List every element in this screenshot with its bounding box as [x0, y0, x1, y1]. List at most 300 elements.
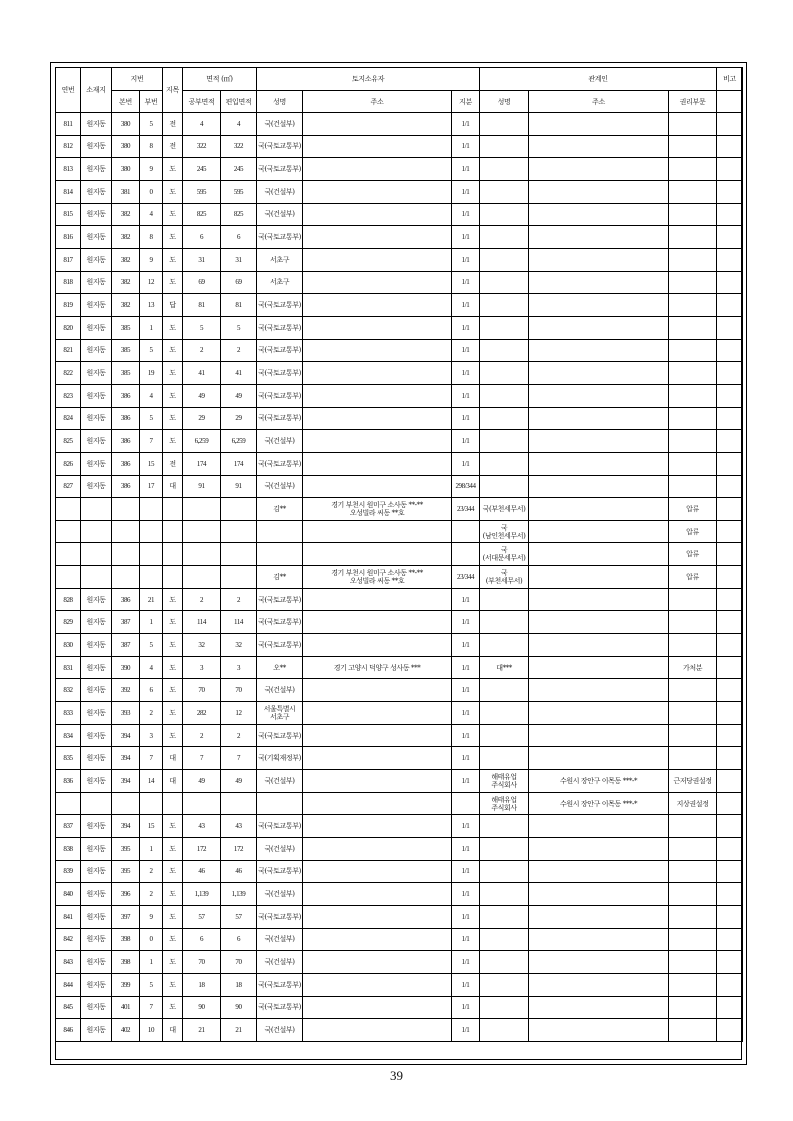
lot-main-cell: [112, 498, 140, 521]
serial-cell: 825: [56, 430, 81, 453]
owner-address-cell: [303, 792, 452, 815]
owner-share-cell: 1/1: [452, 113, 480, 136]
owner-name-cell: 국(국토교통부): [257, 407, 303, 430]
registered-area-cell: 3: [183, 656, 221, 679]
related-address-cell: [529, 407, 669, 430]
owner-address-cell: [303, 520, 452, 543]
table-row: [56, 384, 743, 407]
lot-main-cell: 392: [112, 679, 140, 702]
owner-name-cell: 국(국토교통부): [257, 996, 303, 1019]
category-cell: 도: [163, 656, 183, 679]
related-address-cell: [529, 928, 669, 951]
owner-name-cell: 국(건설부): [257, 770, 303, 793]
serial-cell: 846: [56, 1019, 81, 1042]
remarks-cell: [717, 996, 743, 1019]
related-right-cell: [669, 973, 717, 996]
remarks-cell: [717, 520, 743, 543]
lot-main-cell: 394: [112, 770, 140, 793]
owner-name-cell: 국(국토교통부): [257, 905, 303, 928]
owner-share-cell: 1/1: [452, 248, 480, 271]
owner-name-cell: 국(국토교통부): [257, 339, 303, 362]
lot-main-cell: 382: [112, 271, 140, 294]
lot-sub-cell: 1: [140, 611, 163, 634]
related-address-cell: [529, 226, 669, 249]
incorporated-area-cell: [221, 543, 257, 566]
registered-area-cell: 595: [183, 180, 221, 203]
table-row: [56, 203, 743, 226]
owner-name-cell: 국(국토교통부): [257, 724, 303, 747]
lot-sub-cell: 1: [140, 316, 163, 339]
location-cell: 원지동: [81, 248, 112, 271]
lot-main-cell: 387: [112, 634, 140, 657]
location-cell: 원지동: [81, 113, 112, 136]
related-right-cell: [669, 883, 717, 906]
related-right-cell: [669, 679, 717, 702]
related-name-cell: [480, 339, 529, 362]
location-cell: 원지동: [81, 905, 112, 928]
owner-share-cell: 1/1: [452, 883, 480, 906]
owner-name-cell: 국(국토교통부): [257, 452, 303, 475]
related-right-cell: 근저당권설정: [669, 770, 717, 793]
related-name-cell: [480, 226, 529, 249]
category-cell: 도: [163, 430, 183, 453]
related-address-cell: [529, 634, 669, 657]
category-cell: 도: [163, 724, 183, 747]
lot-sub-cell: 5: [140, 634, 163, 657]
related-right-cell: [669, 724, 717, 747]
category-cell: 도: [163, 679, 183, 702]
lot-sub-cell: 13: [140, 294, 163, 317]
owner-name-cell: 국(국토교통부): [257, 135, 303, 158]
location-cell: 원지동: [81, 973, 112, 996]
table-row: [56, 339, 743, 362]
serial-cell: 842: [56, 928, 81, 951]
owner-name-cell: 국(국토교통부): [257, 634, 303, 657]
table-row: [56, 928, 743, 951]
serial-cell: 829: [56, 611, 81, 634]
lot-main-cell: [112, 566, 140, 589]
table-row: [56, 860, 743, 883]
serial-cell: 834: [56, 724, 81, 747]
owner-share-cell: 1/1: [452, 362, 480, 385]
related-address-cell: [529, 543, 669, 566]
related-name-cell: [480, 452, 529, 475]
lot-sub-cell: 1: [140, 838, 163, 861]
lot-main-cell: 386: [112, 384, 140, 407]
location-cell: 원지동: [81, 928, 112, 951]
registered-area-cell: 322: [183, 135, 221, 158]
header-area-incorporated: 편입면적: [221, 91, 257, 113]
related-right-cell: [669, 905, 717, 928]
related-name-cell: [480, 316, 529, 339]
related-name-cell: [480, 1019, 529, 1042]
serial-cell: 833: [56, 702, 81, 725]
lot-sub-cell: 9: [140, 905, 163, 928]
incorporated-area-cell: 49: [221, 770, 257, 793]
registered-area-cell: 41: [183, 362, 221, 385]
owner-address-cell: [303, 339, 452, 362]
header-related-address: 주소: [529, 91, 669, 113]
lot-main-cell: 382: [112, 226, 140, 249]
page-number: 39: [390, 1068, 403, 1083]
owner-share-cell: 1/1: [452, 702, 480, 725]
owner-address-cell: [303, 883, 452, 906]
registered-area-cell: [183, 498, 221, 521]
header-lot-sub: 부번: [140, 91, 163, 113]
incorporated-area-cell: 2: [221, 588, 257, 611]
category-cell: 도: [163, 588, 183, 611]
location-cell: [81, 792, 112, 815]
remarks-cell: [717, 203, 743, 226]
owner-name-cell: 국(건설부): [257, 928, 303, 951]
related-address-cell: [529, 294, 669, 317]
owner-share-cell: 1/1: [452, 271, 480, 294]
category-cell: [163, 792, 183, 815]
lot-main-cell: 395: [112, 860, 140, 883]
registered-area-cell: 46: [183, 860, 221, 883]
lot-main-cell: 385: [112, 362, 140, 385]
header-owner-share: 지분: [452, 91, 480, 113]
owner-share-cell: 1/1: [452, 452, 480, 475]
registered-area-cell: [183, 566, 221, 589]
owner-share-cell: 1/1: [452, 951, 480, 974]
registered-area-cell: 32: [183, 634, 221, 657]
related-right-cell: [669, 180, 717, 203]
table-row: [56, 1019, 743, 1042]
table-row: [56, 951, 743, 974]
incorporated-area-cell: 29: [221, 407, 257, 430]
remarks-cell: [717, 815, 743, 838]
related-address-cell: [529, 113, 669, 136]
location-cell: 원지동: [81, 452, 112, 475]
related-address-cell: 수원시 장안구 이목동 ***-*: [529, 770, 669, 793]
owner-name-cell: 국(건설부): [257, 113, 303, 136]
serial-cell: 828: [56, 588, 81, 611]
related-right-cell: [669, 384, 717, 407]
related-right-cell: [669, 838, 717, 861]
location-cell: 원지동: [81, 430, 112, 453]
lot-main-cell: 402: [112, 1019, 140, 1042]
serial-cell: 819: [56, 294, 81, 317]
registered-area-cell: 174: [183, 452, 221, 475]
lot-sub-cell: 7: [140, 996, 163, 1019]
related-right-cell: [669, 316, 717, 339]
serial-cell: 837: [56, 815, 81, 838]
related-address-cell: [529, 566, 669, 589]
related-right-cell: [669, 339, 717, 362]
owner-name-cell: 국(국토교통부): [257, 860, 303, 883]
related-right-cell: [669, 611, 717, 634]
related-right-cell: 가처분: [669, 656, 717, 679]
serial-cell: 841: [56, 905, 81, 928]
owner-name-cell: [257, 792, 303, 815]
location-cell: 원지동: [81, 294, 112, 317]
owner-name-cell: 국(기획재정부): [257, 747, 303, 770]
category-cell: [163, 498, 183, 521]
header-row-sub: [56, 91, 743, 113]
serial-cell: 832: [56, 679, 81, 702]
lot-main-cell: 385: [112, 316, 140, 339]
lot-main-cell: 386: [112, 475, 140, 498]
location-cell: 원지동: [81, 860, 112, 883]
registered-area-cell: 282: [183, 702, 221, 725]
category-cell: 대: [163, 747, 183, 770]
table-row: [56, 430, 743, 453]
lot-sub-cell: 5: [140, 339, 163, 362]
category-cell: 답: [163, 294, 183, 317]
serial-cell: [56, 566, 81, 589]
table-row: [56, 407, 743, 430]
registered-area-cell: 114: [183, 611, 221, 634]
location-cell: 원지동: [81, 634, 112, 657]
owner-address-cell: [303, 135, 452, 158]
owner-address-cell: [303, 838, 452, 861]
registered-area-cell: 90: [183, 996, 221, 1019]
owner-address-cell: [303, 860, 452, 883]
related-right-cell: [669, 407, 717, 430]
registered-area-cell: 57: [183, 905, 221, 928]
owner-name-cell: 국(건설부): [257, 203, 303, 226]
registered-area-cell: 18: [183, 973, 221, 996]
related-name-cell: [480, 883, 529, 906]
registered-area-cell: 6,259: [183, 430, 221, 453]
incorporated-area-cell: 90: [221, 996, 257, 1019]
category-cell: 도: [163, 407, 183, 430]
location-cell: 원지동: [81, 656, 112, 679]
category-cell: [163, 520, 183, 543]
owner-name-cell: [257, 543, 303, 566]
remarks-cell: [717, 679, 743, 702]
serial-cell: 830: [56, 634, 81, 657]
incorporated-area-cell: 69: [221, 271, 257, 294]
remarks-cell: [717, 860, 743, 883]
lot-sub-cell: 4: [140, 656, 163, 679]
location-cell: 원지동: [81, 316, 112, 339]
incorporated-area-cell: 70: [221, 951, 257, 974]
location-cell: 원지동: [81, 724, 112, 747]
remarks-cell: [717, 158, 743, 181]
table-row: [56, 294, 743, 317]
related-right-cell: [669, 928, 717, 951]
incorporated-area-cell: [221, 792, 257, 815]
owner-name-cell: 국(국토교통부): [257, 384, 303, 407]
owner-share-cell: [452, 520, 480, 543]
owner-address-cell: [303, 634, 452, 657]
lot-sub-cell: 4: [140, 384, 163, 407]
location-cell: 원지동: [81, 475, 112, 498]
category-cell: 도: [163, 158, 183, 181]
incorporated-area-cell: [221, 520, 257, 543]
incorporated-area-cell: 2: [221, 339, 257, 362]
location-cell: 원지동: [81, 996, 112, 1019]
incorporated-area-cell: 114: [221, 611, 257, 634]
related-name-cell: [480, 860, 529, 883]
related-name-cell: 국(부천세무서): [480, 498, 529, 521]
category-cell: 도: [163, 815, 183, 838]
registered-area-cell: 43: [183, 815, 221, 838]
owner-name-cell: 국(국토교통부): [257, 316, 303, 339]
serial-cell: [56, 543, 81, 566]
remarks-cell: [717, 951, 743, 974]
location-cell: 원지동: [81, 1019, 112, 1042]
category-cell: [163, 566, 183, 589]
remarks-cell: [717, 248, 743, 271]
table-row: [56, 611, 743, 634]
owner-address-cell: [303, 679, 452, 702]
incorporated-area-cell: 31: [221, 248, 257, 271]
owner-share-cell: 1/1: [452, 634, 480, 657]
category-cell: 도: [163, 226, 183, 249]
remarks-cell: [717, 543, 743, 566]
serial-cell: 816: [56, 226, 81, 249]
related-name-cell: [480, 158, 529, 181]
registered-area-cell: 1,139: [183, 883, 221, 906]
owner-share-cell: 1/1: [452, 158, 480, 181]
table-row: [56, 973, 743, 996]
lot-main-cell: 398: [112, 928, 140, 951]
location-cell: [81, 543, 112, 566]
registered-area-cell: 70: [183, 679, 221, 702]
related-address-cell: [529, 158, 669, 181]
related-address-cell: [529, 520, 669, 543]
owner-address-cell: [303, 316, 452, 339]
registered-area-cell: 69: [183, 271, 221, 294]
remarks-cell: [717, 656, 743, 679]
category-cell: 도: [163, 203, 183, 226]
remarks-cell: [717, 566, 743, 589]
remarks-cell: [717, 316, 743, 339]
table-row: [56, 634, 743, 657]
related-right-cell: [669, 951, 717, 974]
table-row-continuation: [56, 566, 743, 589]
table-row-continuation: [56, 498, 743, 521]
related-address-cell: [529, 430, 669, 453]
related-address-cell: [529, 498, 669, 521]
owner-name-cell: 국(건설부): [257, 951, 303, 974]
location-cell: 원지동: [81, 362, 112, 385]
lot-sub-cell: [140, 566, 163, 589]
owner-name-cell: [257, 520, 303, 543]
lot-sub-cell: 5: [140, 407, 163, 430]
header-serial: 연번: [56, 68, 81, 113]
related-right-cell: [669, 248, 717, 271]
related-address-cell: [529, 384, 669, 407]
related-address-cell: [529, 702, 669, 725]
lot-main-cell: 380: [112, 113, 140, 136]
table-row: [56, 702, 743, 725]
incorporated-area-cell: 46: [221, 860, 257, 883]
category-cell: 도: [163, 339, 183, 362]
category-cell: 도: [163, 248, 183, 271]
related-address-cell: [529, 475, 669, 498]
related-address-cell: [529, 860, 669, 883]
related-name-cell: 국 (부천세무서): [480, 566, 529, 589]
lot-main-cell: 387: [112, 611, 140, 634]
table-row-continuation: [56, 792, 743, 815]
incorporated-area-cell: 825: [221, 203, 257, 226]
remarks-cell: [717, 113, 743, 136]
incorporated-area-cell: 49: [221, 384, 257, 407]
remarks-cell: [717, 634, 743, 657]
registered-area-cell: 70: [183, 951, 221, 974]
incorporated-area-cell: 3: [221, 656, 257, 679]
incorporated-area-cell: 4: [221, 113, 257, 136]
header-remarks: 비고: [717, 68, 743, 91]
header-remarks-sub-empty: [717, 91, 743, 113]
related-right-cell: [669, 860, 717, 883]
related-right-cell: [669, 588, 717, 611]
owner-address-cell: [303, 588, 452, 611]
serial-cell: 814: [56, 180, 81, 203]
owner-address-cell: [303, 271, 452, 294]
header-location: 소재지: [81, 68, 112, 113]
owner-name-cell: 국(국토교통부): [257, 294, 303, 317]
location-cell: 원지동: [81, 203, 112, 226]
registered-area-cell: 2: [183, 339, 221, 362]
serial-cell: 824: [56, 407, 81, 430]
lot-main-cell: 386: [112, 407, 140, 430]
remarks-cell: [717, 883, 743, 906]
related-name-cell: [480, 475, 529, 498]
remarks-cell: [717, 384, 743, 407]
owner-share-cell: 23/344: [452, 566, 480, 589]
owner-name-cell: 국(국토교통부): [257, 158, 303, 181]
serial-cell: 822: [56, 362, 81, 385]
owner-address-cell: [303, 543, 452, 566]
owner-name-cell: 국(건설부): [257, 475, 303, 498]
related-address-cell: [529, 339, 669, 362]
owner-share-cell: 1/1: [452, 316, 480, 339]
lot-sub-cell: 19: [140, 362, 163, 385]
lot-main-cell: 386: [112, 452, 140, 475]
owner-name-cell: 국(국토교통부): [257, 226, 303, 249]
incorporated-area-cell: 6: [221, 928, 257, 951]
location-cell: 원지동: [81, 271, 112, 294]
owner-address-cell: [303, 158, 452, 181]
serial-cell: 821: [56, 339, 81, 362]
incorporated-area-cell: 21: [221, 1019, 257, 1042]
related-name-cell: [480, 747, 529, 770]
table-row: [56, 475, 743, 498]
related-name-cell: [480, 135, 529, 158]
header-area-registered: 공부면적: [183, 91, 221, 113]
incorporated-area-cell: 43: [221, 815, 257, 838]
category-cell: 도: [163, 905, 183, 928]
registered-area-cell: 2: [183, 588, 221, 611]
registered-area-cell: 21: [183, 1019, 221, 1042]
related-right-cell: [669, 1019, 717, 1042]
category-cell: 도: [163, 702, 183, 725]
owner-share-cell: 1/1: [452, 928, 480, 951]
remarks-cell: [717, 792, 743, 815]
serial-cell: [56, 498, 81, 521]
category-cell: 도: [163, 973, 183, 996]
owner-name-cell: 서울특별시 서초구: [257, 702, 303, 725]
related-name-cell: 해태유업 주식회사: [480, 770, 529, 793]
category-cell: 전: [163, 452, 183, 475]
related-right-cell: [669, 452, 717, 475]
registered-area-cell: 49: [183, 384, 221, 407]
owner-share-cell: 1/1: [452, 294, 480, 317]
related-address-cell: [529, 973, 669, 996]
serial-cell: 845: [56, 996, 81, 1019]
owner-address-cell: [303, 294, 452, 317]
related-address-cell: [529, 951, 669, 974]
remarks-cell: [717, 498, 743, 521]
land-register-table: [55, 67, 743, 1042]
location-cell: 원지동: [81, 158, 112, 181]
owner-name-cell: 서초구: [257, 248, 303, 271]
